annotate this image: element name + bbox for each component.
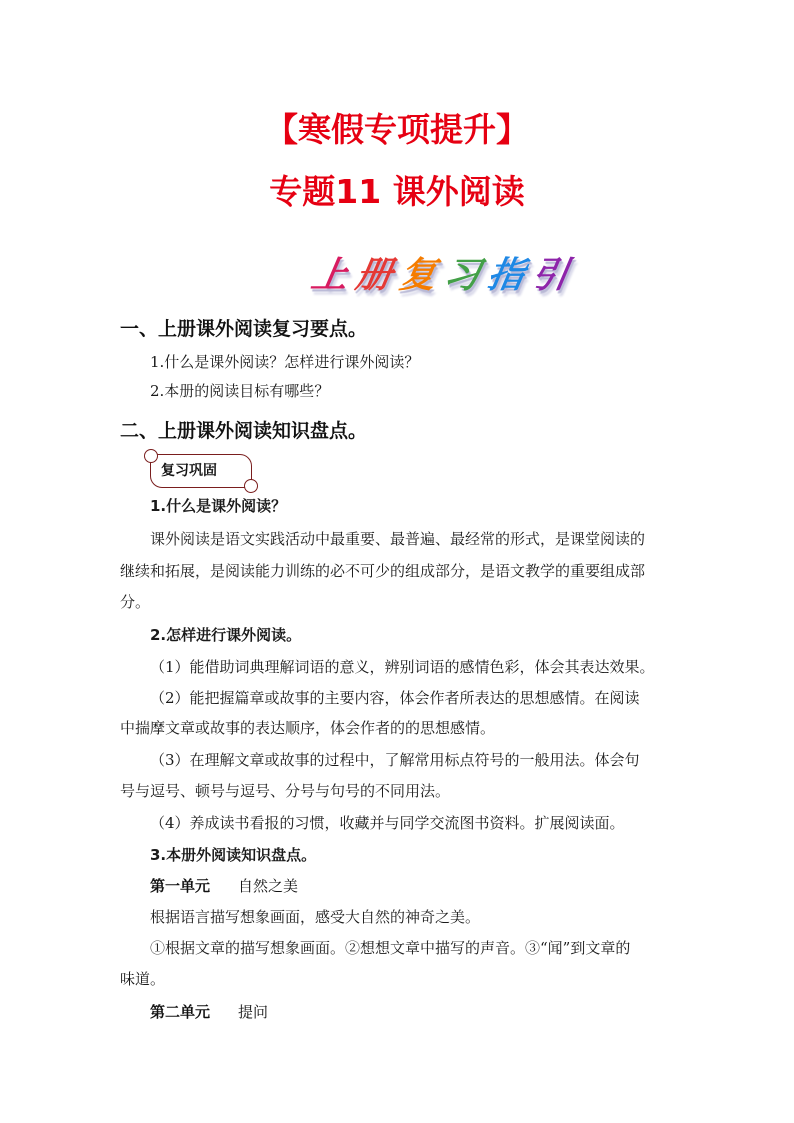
question-title: 2.怎样进行课外阅读。	[150, 626, 302, 644]
unit-row	[150, 875, 298, 897]
page-title: 【寒假专项提升】	[265, 110, 529, 149]
list-item: 2.本册的阅读目标有哪些？	[150, 382, 330, 400]
section-heading-review-points: 一、上册课外阅读复习要点。	[120, 318, 368, 340]
review-guide-banner	[308, 236, 576, 300]
paragraph-line: ①根据文章的描写想象画面。②想想文章中描写的声音。③“闻”到文章的	[150, 939, 631, 957]
list-item: 1.什么是课外阅读？怎样进行课外阅读？	[150, 353, 420, 371]
paragraph-line: 根据语言描写想象画面，感受大自然的神奇之美。	[150, 908, 481, 926]
banner-char: 习	[440, 254, 484, 296]
banner-char: 引	[528, 254, 572, 296]
paragraph-line: 分。	[120, 593, 151, 611]
section-heading-knowledge-inventory: 二、上册课外阅读知识盘点。	[120, 420, 368, 442]
unit-row	[150, 1001, 268, 1023]
paragraph-line: （2）能把握篇章或故事的主要内容，体会作者所表达的思想感情。在阅读	[150, 689, 640, 707]
paragraph-line: 继续和拓展，是阅读能力训练的必不可少的组成部分，是语文教学的重要组成部	[120, 562, 646, 580]
scroll-label-text: 复习巩固	[161, 463, 217, 479]
unit-name: 第二单元	[150, 1003, 211, 1021]
paragraph-line: 中揣摩文章或故事的表达顺序，体会作者的的思想感情。	[120, 719, 496, 737]
page-subtitle: 专题11 课外阅读	[269, 172, 525, 211]
banner-char: 上	[308, 254, 352, 296]
unit-topic: 提问	[238, 1003, 269, 1021]
paragraph-line: （3）在理解文章或故事的过程中，了解常用标点符号的一般用法。体会句	[150, 751, 640, 769]
scroll-curl-decoration	[244, 479, 258, 493]
paragraph-line: （4）养成读书看报的习惯，收藏并与同学交流图书资料。扩展阅读面。	[150, 814, 625, 832]
banner-char: 复	[396, 254, 440, 296]
review-consolidate-scroll-label	[150, 454, 252, 488]
paragraph-line: （1）能借助词典理解词语的意义，辨别词语的感情色彩，体会其表达效果。	[150, 658, 655, 676]
paragraph-line: 号与逗号、顿号与逗号、分号与句号的不同用法。	[120, 782, 451, 800]
banner-char: 指	[484, 254, 528, 296]
unit-topic: 自然之美	[238, 877, 299, 895]
question-title: 3.本册外阅读知识盘点。	[150, 846, 317, 864]
scroll-curl-decoration	[144, 449, 158, 463]
question-title: 1.什么是课外阅读？	[150, 497, 287, 515]
paragraph-line: 味道。	[120, 970, 166, 988]
unit-name: 第一单元	[150, 877, 211, 895]
paragraph-line: 课外阅读是语文实践活动中最重要、最普遍、最经常的形式，是课堂阅读的	[150, 530, 646, 548]
banner-char: 册	[352, 254, 396, 296]
